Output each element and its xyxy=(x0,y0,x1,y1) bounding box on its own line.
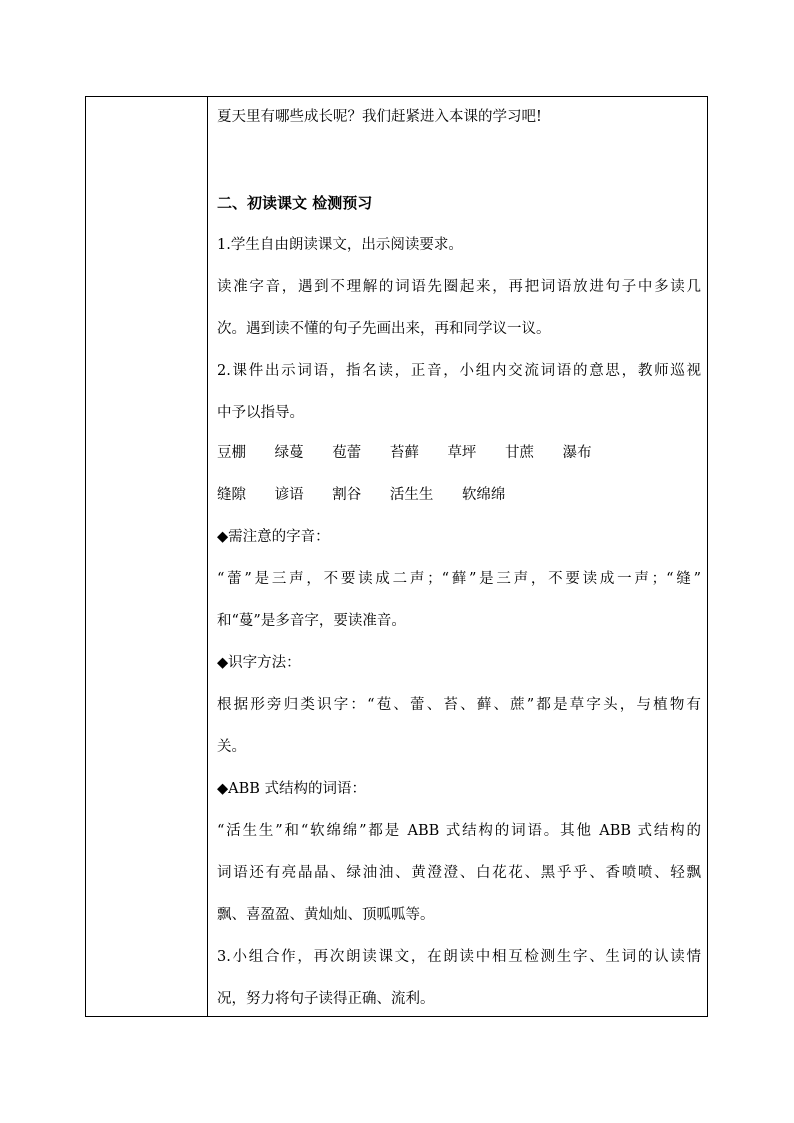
abb-words-line1: “活生生”和“软绵绵”都是 ABB 式结构的词语。其他 ABB 式结构的 xyxy=(217,823,701,839)
word: 苞蕾 xyxy=(332,445,362,461)
step3-line2: 况，努力将句子读得正确、流利。 xyxy=(217,991,435,1007)
table-left-column xyxy=(86,97,208,1016)
abb-words-line2: 词语还有亮晶晶、绿油油、黄澄澄、白花花、黑乎乎、香喷喷、轻飘 xyxy=(217,865,701,881)
abb-words-line3: 飘、喜盈盈、黄灿灿、顶呱呱等。 xyxy=(217,907,435,923)
word: 缝隙 xyxy=(217,487,246,503)
intro-text: 夏天里有哪些成长呢？我们赶紧进入本课的学习吧! xyxy=(217,109,542,125)
reading-requirement-line1: 读准字音，遇到不理解的词语先圈起来，再把词语放进句子中多读几 xyxy=(217,279,701,295)
word: 软绵绵 xyxy=(461,487,506,503)
vocabulary-row2 xyxy=(217,485,701,505)
word: 割谷 xyxy=(332,487,362,503)
vocabulary-row1 xyxy=(217,443,701,463)
word: 谚语 xyxy=(274,487,304,503)
step3-line1: 3.小组合作，再次朗读课文，在朗读中相互检测生字、生词的认读情 xyxy=(217,949,701,965)
literacy-method-title: ◆识字方法： xyxy=(217,655,301,671)
lesson-table xyxy=(85,96,708,1017)
word: 活生生 xyxy=(389,487,434,503)
pronunciation-note-line2: 和“蔓”是多音字，要读准音。 xyxy=(217,613,406,629)
step1-text: 1.学生自由朗读课文，出示阅读要求。 xyxy=(217,237,463,253)
table-right-column xyxy=(209,97,707,1016)
pronunciation-note-line1: “蕾”是三声，不要读成二声；“藓”是三声，不要读成一声；“缝” xyxy=(217,571,701,587)
abb-words-title: ◆ABB 式结构的词语： xyxy=(217,781,367,797)
reading-requirement-line2: 次。遇到读不懂的句子先画出来，再和同学议一议。 xyxy=(217,321,551,337)
literacy-method-line1: 根据形旁归类识字：“苞、蕾、苔、藓、蔗”都是草字头，与植物有 xyxy=(217,697,701,713)
word: 瀑布 xyxy=(562,445,592,461)
word: 苔藓 xyxy=(389,445,419,461)
step2-line2: 中予以指导。 xyxy=(217,405,304,421)
literacy-method-line2: 关。 xyxy=(217,739,246,755)
section-title: 二、初读课文 检测预习 xyxy=(217,194,373,212)
step2-line1: 2.课件出示词语，指名读，正音，小组内交流词语的意思，教师巡视 xyxy=(217,363,701,379)
word: 豆棚 xyxy=(217,445,246,461)
word: 甘蔗 xyxy=(505,445,535,461)
word: 绿蔓 xyxy=(274,445,304,461)
word: 草坪 xyxy=(447,445,477,461)
pronunciation-note-title: ◆需注意的字音： xyxy=(217,529,330,545)
